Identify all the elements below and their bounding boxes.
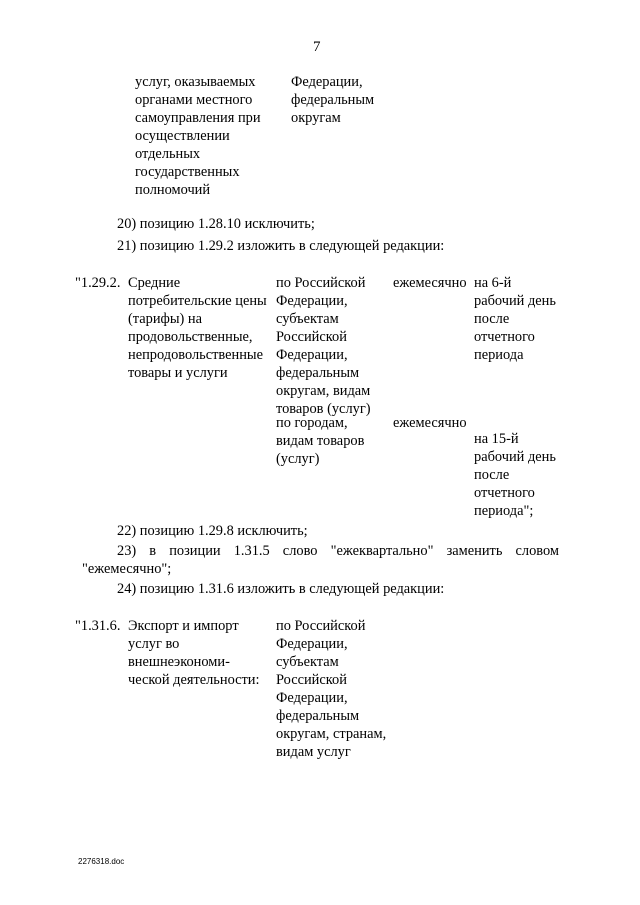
table-1316-name: Экспорт и импорт услуг во внешнеэкономи- ческой деятельности: [128, 618, 260, 688]
top-table-scope-cell: Федерации, федеральным округам [291, 74, 375, 126]
item-24: 24) позицию 1.31.6 изложить в следующей редакции: [117, 581, 445, 597]
table-1292-period-2: ежемесячно [393, 415, 467, 431]
item-23-line-2: "ежемесячно"; [82, 561, 172, 577]
table-1292-name: Средние потребительские цены (тарифы) на продовольственные, непродовольственные товары и услуги [128, 275, 267, 381]
item-23-line-1: 23) в позиции 1.31.5 слово "ежеквартально" заменить словом [117, 543, 559, 559]
item-20: 20) позицию 1.28.10 исключить; [117, 216, 315, 232]
table-1292-period-1: ежемесячно [393, 275, 467, 291]
table-1292-deadline-2: на 15-й рабочий день после отчетного периода"; [474, 431, 556, 519]
item-23 [82, 542, 559, 578]
item-21: 21) позицию 1.29.2 изложить в следующей редакции: [117, 238, 445, 254]
document-filename: 2276318.doc [78, 857, 125, 866]
table-1316-scope: по Российской Федерации, субъектам Российской Федерации, федеральным округам, странам, видам услуг [276, 618, 387, 760]
page-number: 7 [313, 39, 321, 55]
table-1292-deadline-1: на 6-й рабочий день после отчетного периода [474, 275, 556, 363]
item-22: 22) позицию 1.29.8 исключить; [117, 523, 308, 539]
top-table-name-cell: услуг, оказываемых органами местного самоуправления при осуществлении отдельных государственных полномочий [135, 74, 261, 198]
table-1292-scope-2: по городам, видам товаров (услуг) [276, 415, 365, 467]
table-1292-number: "1.29.2. [75, 275, 121, 291]
table-1292-scope-1: по Российской Федерации, субъектам Российской Федерации, федеральным округам, видам товаров (услуг) [276, 275, 371, 417]
table-1316-number: "1.31.6. [75, 618, 121, 634]
